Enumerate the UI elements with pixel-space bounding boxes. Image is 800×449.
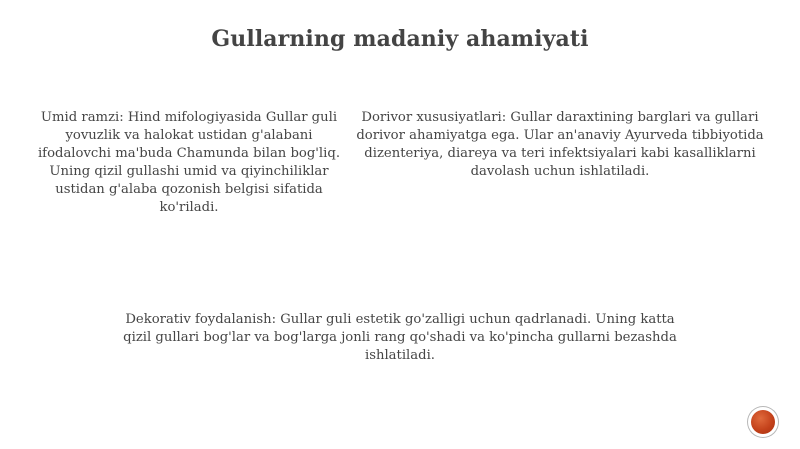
slide-title: Gullarning madaniy ahamiyati xyxy=(211,26,589,52)
text-block-hope-symbol: Umid ramzi: Hind mifologiyasida Gullar guli yovuzlik va halokat ustidan g'alabani ifodalovchi ma'buda Chamunda bilan bog'liq. Uning qizil gullashi umid va qiyinchiliklar ustidan g'alaba qozonish belgisi sifatida ko'riladi. xyxy=(37,110,341,215)
next-slide-button[interactable] xyxy=(748,407,778,437)
text-block-decorative: Dekorativ foydalanish: Gullar guli estetik go'zalligi uchun qadrlanadi. Uning katta qizil gullari bog'lar va bog'larga jonli rang qo'shadi va ko'pincha gullarni bezashda ishlatiladi. xyxy=(123,312,677,363)
next-slide-circle-icon xyxy=(751,410,775,434)
text-block-medicinal: Dorivor xususiyatlari: Gullar daraxtining barglari va gullari dorivor ahamiyatga ega. Ular an'anaviy Ayurveda tibbiyotida dizenteriya, diareya va teri infektsiyalari kabi kasalliklarni davolash uchun ishlatiladi. xyxy=(356,110,764,179)
